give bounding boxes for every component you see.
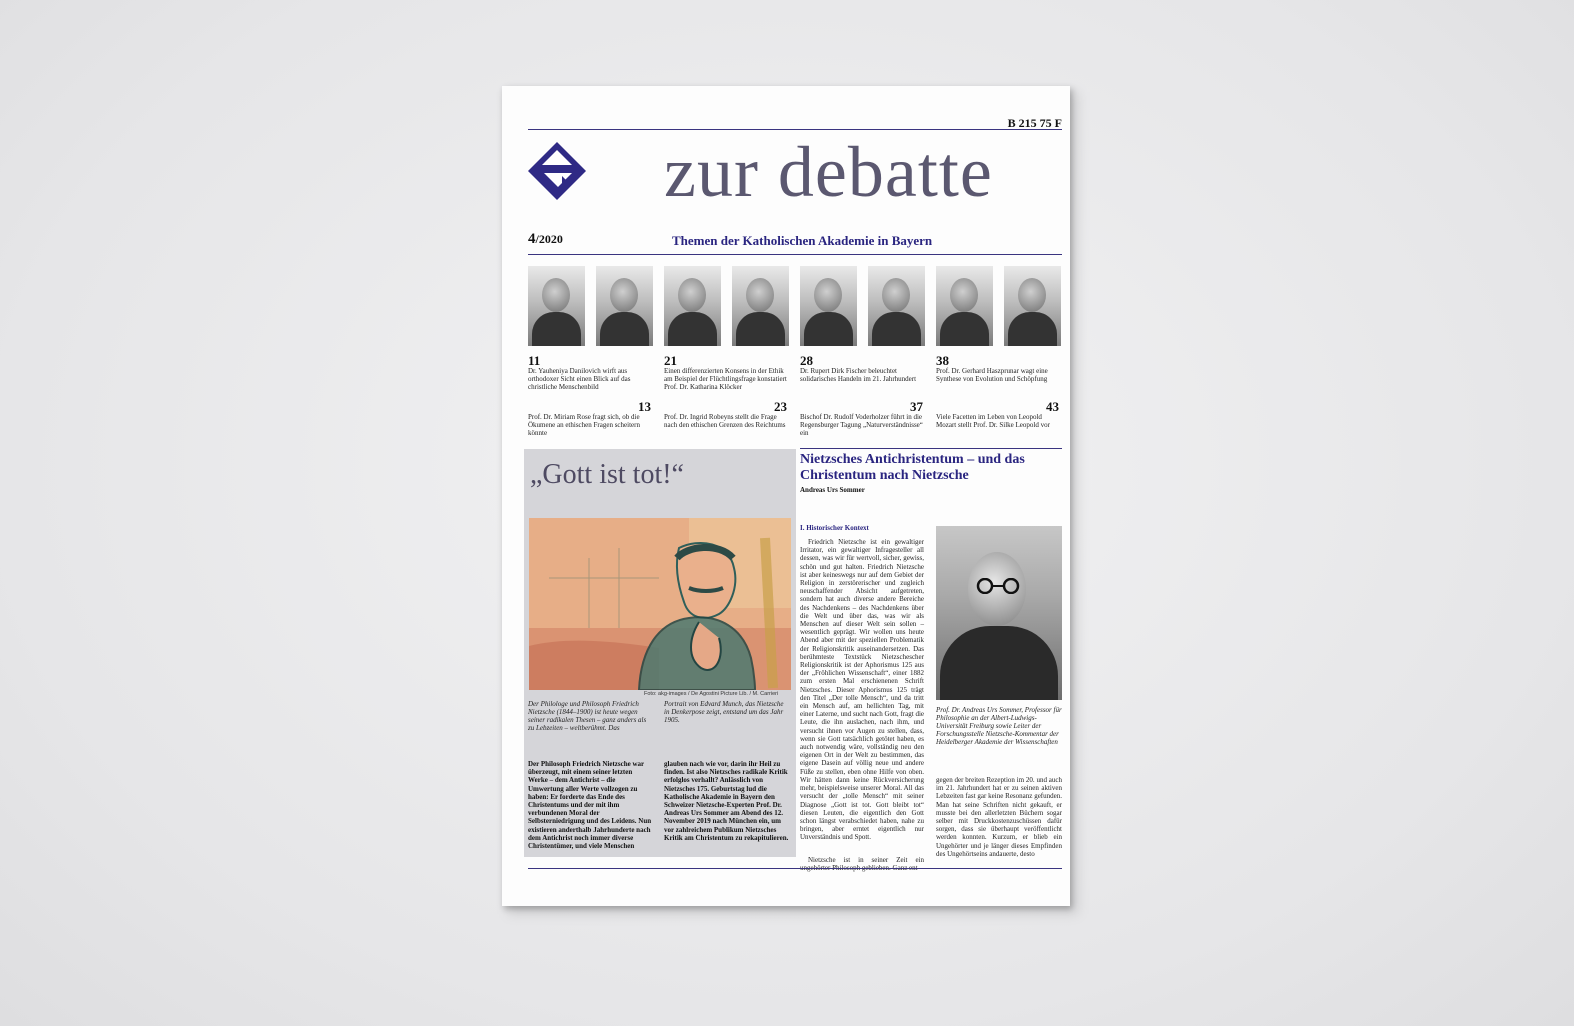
toc-text-28: Dr. Rupert Dirk Fischer beleuchtet solidarisches Handeln im 21. Jahrhundert [800, 367, 917, 383]
article-column-1: Friedrich Nietzsche ist ein gewaltiger Irritator, ein gewaltiger Infragesteller all dessen, was wir für wertvoll, sicher, gewiss, schön und gut halten. Friedrich Nietzsche ist aber keineswegs nur auf dem Gebiet der Religion in zerstörerischer und zugleich neuschaffender Absicht aufgetreten, sondern hat auch diverse andere Bereiche des Nachdenkens – des Nachdenkens über die Welt und über das, was wir als Menschen auf dieser Welt sein sollen – wesentlich geprägt. Wir wollen uns heute Abend aber mit der speziellen Problematik der Religionskritik auseinandersetzen. Das berühmteste Textstück Nietzschescher Religionskritik ist der Aphorismus 125 aus der „Fröhlichen Wissenschaft“, einer 1882 zum ersten Mal erschienenen Schrift Nietzsches. Dieser Aphorismus 125 trägt den Titel „Der tolle Mensch“, und da tritt ein Mensch auf, am hellichten Tag, mit einer Laterne, und sucht nach Gott, fragt die Leute, die ihn auslachen, nach ihm, und versucht ihnen vor Augen zu stellen, dass, wenn sie Gott tatsächlich getötet haben, es auch notwendig wäre, vollständig neu den eigenen Ort in der Welt zu bestimmen, das eigene Dasein auf völlig neue und andere Füße zu stellen, eben ohne Hilfe von oben. Wir hätten dann keine Rückversicherung mehr, beispielsweise unserer Moral. All das versucht der „tolle Mensch“ mit seiner Diagnose „Gott ist tot. Gott bleibt tot“ diesen Leuten, die eigentlich den Gott schon längst verabschiedet haben, nahe zu bringen, aber erntet eigentlich nur Unverständnis und Spott. [800, 538, 924, 842]
portrait-kloecker [664, 266, 721, 346]
article-title: Nietzsches Antichristentum – und das Christentum nach Nietzsche [800, 452, 1025, 483]
issue-number: 4 [528, 231, 536, 247]
toc-text-13: Prof. Dr. Miriam Rose fragt sich, ob die Ökumene an ethischen Fragen scheitern könnte [528, 413, 640, 437]
magazine-title: zur debatte [664, 132, 993, 212]
top-rule [528, 129, 1062, 130]
article-column-1-end: Nietzsche ist in seiner Zeit ein [808, 856, 924, 864]
sommer-photo-caption: Prof. Dr. Andreas Urs Sommer, Professor für Philosophie an der Albert-Ludwigs-Universität Freiburg sowie Leiter der Forschungsstelle Nietzsche-Kommentar der Heidelberger Akademie der Wissenschaften [936, 706, 1062, 746]
toc-page-11: 11 [528, 353, 541, 368]
portrait-robeyns [732, 266, 789, 346]
issue-year: /2020 [535, 232, 563, 246]
portrait-rose [596, 266, 653, 346]
sommer-portrait-photo [936, 526, 1062, 700]
magazine-cover [502, 86, 1070, 906]
toc-text-23: Prof. Dr. Ingrid Robeyns stellt die Frage nach den ethischen Grenzen des Reichtums [664, 413, 786, 429]
article-section-heading: I. Historischer Kontext [800, 524, 869, 532]
toc-text-38: Prof. Dr. Gerhard Haszprunar wagt eine Synthese von Evolution und Schöpfung [936, 367, 1048, 383]
feature-headline: „Gott ist tot!“ [530, 459, 684, 490]
toc-text-37: Bischof Dr. Rudolf Voderholzer führt in die Regensburger Tagung „Naturverständnisse“ ein [800, 413, 923, 437]
toc-page-37: 37 [910, 399, 923, 414]
toc-text-21: Einen differenzierten Konsens in der Ethik am Beispiel der Flüchtlingsfrage konstatiert Prof. Dr. Katharina Klöcker [664, 367, 787, 391]
article-author: Andreas Urs Sommer [800, 486, 865, 494]
feature-intro-left: Der Philosoph Friedrich Nietzsche war überzeugt, mit einem seiner letzten Werke – dem Antichrist – die Umwertung aller Werte vollzogen zu haben: Er forderte das Ende des Christentums und der mit ihm verbundenen Moral der Selbsterniedrigung und des Leidens. Nun existieren anderthalb Jahrhunderte nach dem Antichrist noch immer diverse Christentümer, und viele Menschen [528, 760, 652, 851]
article-rule [800, 448, 1062, 449]
toc-page-23: 23 [774, 399, 787, 414]
toc-page-43: 43 [1046, 399, 1059, 414]
feature-caption-right: Portrait von Edvard Munch, das Nietzsche in Denkerpose zeigt, entstand um das Jahr 1905. [664, 700, 784, 724]
munch-portrait-painting [529, 518, 791, 690]
toc-text-43: Viele Facetten im Leben von Leopold Mozart stellt Prof. Dr. Silke Leopold vor [936, 413, 1050, 429]
bottom-rule [528, 868, 1062, 869]
issue-label [528, 231, 563, 248]
feature-intro-right: glauben nach wie vor, darin ihr Heil zu finden. Ist also Nietzsches radikale Kritik erfolglos verhallt? Anlässlich von Nietzsches 175. Geburtstag lud die Katholische Akademie in Bayern den Schweizer Nietzsche-Experten Prof. Dr. Andreas Urs Sommer am Abend des 12. November 2019 nach München ein, um vor zahlreichem Publikum Nietzsches Kritik am Christentum zu rekapitulieren. [664, 760, 789, 842]
toc-page-13: 13 [638, 399, 651, 414]
portrait-danilovich [528, 266, 585, 346]
toc-page-21: 21 [664, 353, 677, 368]
photo-credit: Foto: akg-images / De Agostini Picture Lib. / M. Carrieri [644, 691, 779, 697]
portrait-voderholzer [868, 266, 925, 346]
portrait-haszprunar [936, 266, 993, 346]
toc-page-28: 28 [800, 353, 813, 368]
masthead-rule [528, 254, 1062, 255]
tagline: Themen der Katholischen Akademie in Bayern [672, 233, 933, 248]
postal-code: B 215 75 F [1007, 116, 1062, 130]
academy-logo-icon [528, 142, 586, 200]
portrait-fischer [800, 266, 857, 346]
feature-caption-left: Der Philologe und Philosoph Friedrich Nietzsche (1844–1900) ist heute wegen seiner radikalen Thesen – ganz anders als zu Lebzeiten – weltberühmt. Das [528, 700, 647, 732]
toc-text-11: Dr. Yauheniya Danilovich wirft aus orthodoxer Sicht einen Blick auf das christliche Menschenbild [528, 367, 631, 391]
article-column-2: gegen der breiten Rezeption im 20. und auch im 21. Jahrhundert hat er zu seinen aktiven Lebzeiten fast gar keine Resonanz gefunden. Man hat seine Schriften nicht gekauft, er musste bei den allerletzten Büchern sogar selber mit Druckkostenzuschüssen dafür sorgen, dass sie überhaupt veröffentlicht werden konnten. Kurzum, er blieb ein Ungehörter und je länger dieses Empfinden des Ungehörtseins andauerte, desto [936, 776, 1062, 858]
portrait-leopold [1004, 266, 1061, 346]
toc-page-38: 38 [936, 353, 949, 368]
